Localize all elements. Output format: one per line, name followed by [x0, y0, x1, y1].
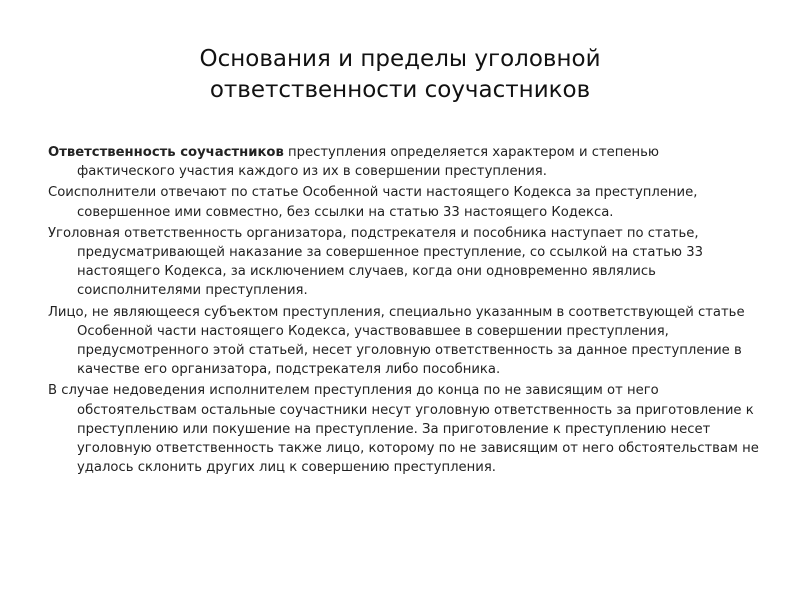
- paragraph-text: В случае недоведения исполнителем преступления до конца по не зависящим от него обстоятельствам остальные соучастники несут уголовную ответственность за приготовление к преступлению или покушение на преступление. За приготовление к преступлению несет уголовную ответственность также лицо, которому по не зависящим от него обстоятельствам не удалось склонить других лиц к совершению преступления.: [48, 383, 759, 476]
- slide-body: [48, 143, 760, 479]
- slide-title: [100, 44, 700, 106]
- paragraph-text: Лицо, не являющееся субъектом преступления, специально указанным в соответствующей статье Особенной части настоящего Кодекса, участвовавшее в совершении преступления, предусмотренного этой статьей, несет уголовную ответственность за данное преступление в качестве его организатора, подстрекателя либо пособника.: [48, 304, 745, 378]
- paragraph-text: преступления определяется характером и степенью фактического участия каждого из их в совершении преступления.: [77, 145, 659, 180]
- paragraph-lead-term: Ответственность соучастников: [48, 145, 284, 160]
- slide-title-line-1: Основания и пределы уголовной: [199, 46, 601, 72]
- paragraph-text: Соисполнители отвечают по статье Особенной части настоящего Кодекса за преступление, совершенное ими совместно, без ссылки на статью 33 настоящего Кодекса.: [48, 185, 698, 220]
- paragraph-non-subject: [48, 303, 760, 380]
- paragraph-incomplete-crime: [48, 381, 760, 477]
- paragraph-co-perpetrators: [48, 183, 760, 221]
- paragraph-responsibility: [48, 143, 760, 181]
- paragraph-organizer-liability: [48, 224, 760, 301]
- paragraph-text: Уголовная ответственность организатора, подстрекателя и пособника наступает по статье, предусматривающей наказание за совершенное преступление, со ссылкой на статью 33 настоящего Кодекса, за исключением случаев, когда они одновременно являлись соисполнителями преступления.: [48, 225, 703, 299]
- slide-title-line-2: ответственности соучастников: [209, 77, 591, 103]
